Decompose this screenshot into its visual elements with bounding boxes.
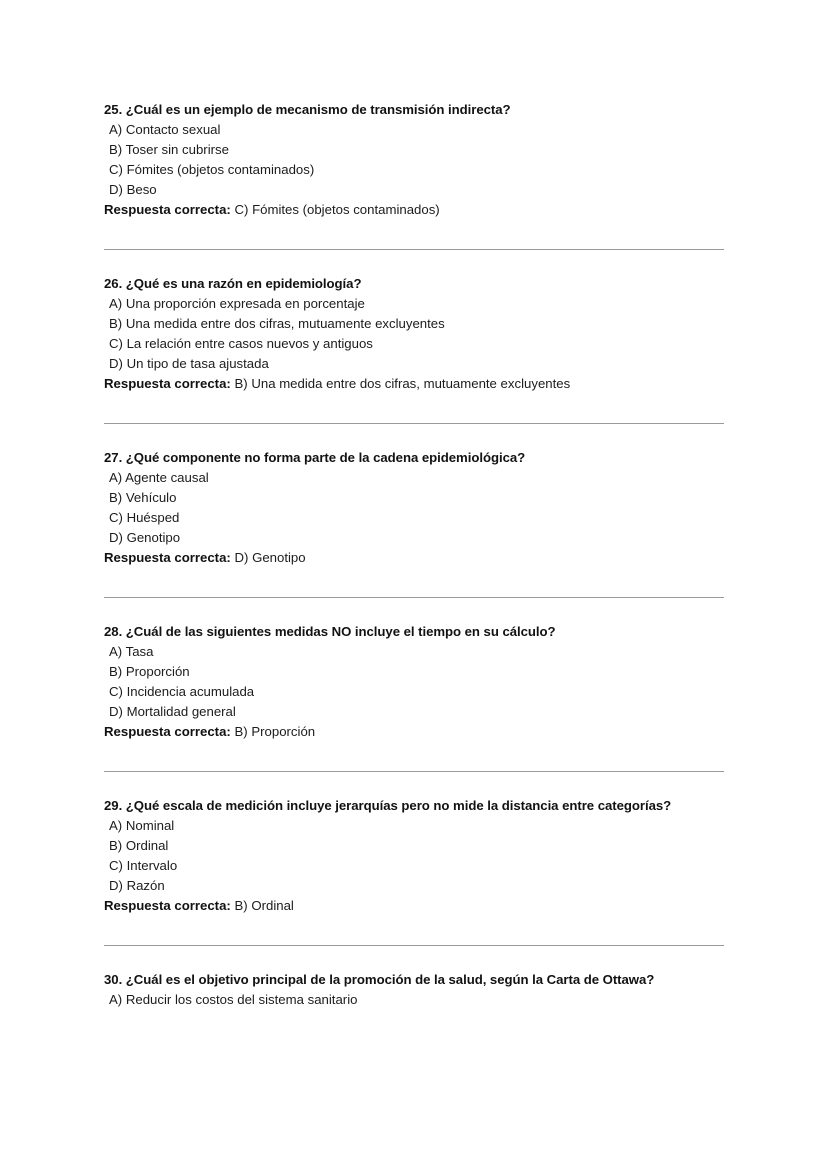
spacer [104, 742, 724, 771]
option-item: C) Intervalo [109, 858, 178, 873]
spacer [104, 772, 724, 796]
option-item: D) Mortalidad general [109, 704, 236, 719]
answer-value: B) Ordinal [234, 898, 294, 913]
question-title: 27. ¿Qué componente no forma parte de la cadena epidemiológica? [104, 450, 526, 465]
option-item: B) Una medida entre dos cifras, mutuamente excluyentes [109, 316, 445, 331]
answer-label: Respuesta correcta: [104, 550, 231, 565]
correct-answer [104, 722, 724, 742]
option-item: D) Razón [109, 878, 165, 893]
spacer [104, 220, 724, 249]
question-block-25 [104, 100, 724, 220]
question-block-28 [104, 622, 724, 742]
question-title: 29. ¿Qué escala de medición incluye jerarquías pero no mide la distancia entre categorías? [104, 798, 672, 813]
question-block-27 [104, 448, 724, 568]
option-item: B) Proporción [109, 664, 190, 679]
question-title: 28. ¿Cuál de las siguientes medidas NO incluye el tiempo en su cálculo? [104, 624, 556, 639]
option-item: D) Beso [109, 182, 157, 197]
option-item: A) Nominal [109, 818, 175, 833]
option-list [104, 816, 724, 896]
option-item: D) Genotipo [109, 530, 181, 545]
option-item: A) Agente causal [109, 470, 209, 485]
answer-label: Respuesta correcta: [104, 724, 231, 739]
option-item: B) Vehículo [109, 490, 177, 505]
correct-answer [104, 896, 724, 916]
option-item: C) Incidencia acumulada [109, 684, 255, 699]
question-block-26 [104, 274, 724, 394]
option-item: A) Una proporción expresada en porcentaje [109, 296, 365, 311]
answer-label: Respuesta correcta: [104, 376, 231, 391]
correct-answer [104, 374, 724, 394]
option-list [104, 990, 724, 1010]
correct-answer [104, 200, 724, 220]
option-list [104, 120, 724, 200]
option-list [104, 468, 724, 548]
option-item: C) Huésped [109, 510, 180, 525]
answer-label: Respuesta correcta: [104, 202, 231, 217]
spacer [104, 394, 724, 423]
spacer [104, 916, 724, 945]
option-item: A) Contacto sexual [109, 122, 221, 137]
answer-value: C) Fómites (objetos contaminados) [234, 202, 440, 217]
answer-value: D) Genotipo [234, 550, 306, 565]
questions-container [104, 100, 724, 1010]
correct-answer [104, 548, 724, 568]
option-list [104, 642, 724, 722]
answer-value: B) Proporción [234, 724, 316, 739]
spacer [104, 946, 724, 970]
question-title: 25. ¿Cuál es un ejemplo de mecanismo de transmisión indirecta? [104, 102, 511, 117]
answer-value: B) Una medida entre dos cifras, mutuamente excluyentes [234, 376, 571, 391]
option-item: A) Reducir los costos del sistema sanitario [109, 992, 358, 1007]
question-block-29 [104, 796, 724, 916]
question-title: 26. ¿Qué es una razón en epidemiología? [104, 276, 362, 291]
question-block-30 [104, 970, 724, 1010]
spacer [104, 598, 724, 622]
option-list [104, 294, 724, 374]
option-item: C) Fómites (objetos contaminados) [109, 162, 315, 177]
option-item: A) Tasa [109, 644, 154, 659]
spacer [104, 250, 724, 274]
option-item: B) Toser sin cubrirse [109, 142, 229, 157]
spacer [104, 424, 724, 448]
question-title: 30. ¿Cuál es el objetivo principal de la promoción de la salud, según la Carta de Ottawa? [104, 972, 655, 987]
answer-label: Respuesta correcta: [104, 898, 231, 913]
option-item: C) La relación entre casos nuevos y antiguos [109, 336, 373, 351]
spacer [104, 568, 724, 597]
option-item: B) Ordinal [109, 838, 169, 853]
option-item: D) Un tipo de tasa ajustada [109, 356, 269, 371]
